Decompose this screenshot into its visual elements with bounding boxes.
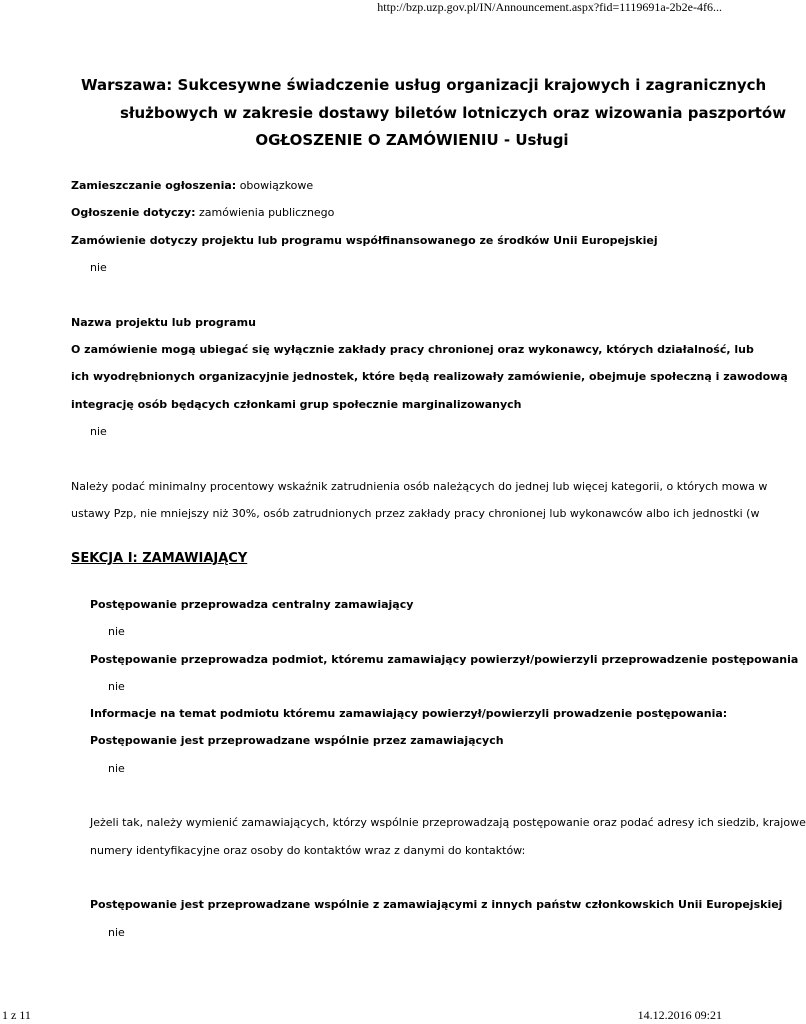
eu-project-answer: nie — [90, 261, 107, 274]
placement-value: obowiązkowe — [239, 179, 314, 192]
joint-note-line-2: numery identyfikacyjne oraz osoby do kontaktów wraz z danymi do kontaktów: — [90, 844, 526, 857]
title-line-1: Warszawa: Sukcesywne świadczenie usług organizacji krajowych i zagranicznych — [81, 76, 767, 94]
title-line-2: służbowych w zakresie dostawy biletów lotniczych oraz wizowania paszportów — [120, 104, 787, 122]
delegated-info: Informacje na temat podmiotu któremu zamawiający powierzył/powierzyli prowadzenie postępowania: — [90, 707, 728, 720]
eu-joint-question: Postępowanie jest przeprowadzane wspólnie z zamawiającymi z innych państw członkowskich Unii Europejskiej — [90, 898, 783, 911]
joint-note-line-1: Jeżeli tak, należy wymienić zamawiających, którzy wspólnie przeprowadzają postępowanie oraz podać adresy ich siedzib, krajowe — [90, 816, 806, 829]
eu-project-question: Zamówienie dotyczy projektu lub programu współfinansowanego ze środków Unii Europejskiej — [71, 234, 658, 247]
central-answer: nie — [108, 625, 125, 638]
sheltered-answer: nie — [90, 425, 107, 438]
placement-row — [71, 179, 680, 192]
joint-answer: nie — [108, 762, 125, 775]
concerns-label: Ogłoszenie dotyczy: — [71, 206, 196, 219]
eu-joint-answer: nie — [108, 926, 125, 939]
section-1-heading: SEKCJA I: ZAMAWIAJĄCY — [71, 551, 248, 566]
percentage-line-1: Należy podać minimalny procentowy wskaźnik zatrudnienia osób należących do jednej lub więcej kategorii, o których mowa w — [71, 480, 768, 493]
project-name-label: Nazwa projektu lub programu — [71, 316, 256, 329]
page-url: http://bzp.uzp.gov.pl/IN/Announcement.aspx?fid=1119691a-2b2e-4f6... — [377, 0, 722, 14]
concerns-value: zamówienia publicznego — [199, 206, 335, 219]
placement-label: Zamieszczanie ogłoszenia: — [71, 179, 237, 192]
concerns-row — [71, 206, 680, 219]
page-number: 1 z 11 — [2, 1008, 31, 1022]
delegated-answer: nie — [108, 680, 125, 693]
sheltered-line-2: ich wyodrębnionych organizacyjnie jednostek, które będą realizowały zamówienie, obejmuje społeczną i zawodową — [71, 370, 788, 383]
sheltered-line-1: O zamówienie mogą ubiegać się wyłącznie zakłady pracy chronionej oraz wykonawcy, których działalność, lub — [71, 343, 754, 356]
print-datetime: 14.12.2016 09:21 — [637, 1008, 722, 1022]
delegated-question: Postępowanie przeprowadza podmiot, któremu zamawiający powierzył/powierzyli przeprowadzenie postępowania — [90, 653, 799, 666]
title-notice-type: OGŁOSZENIE O ZAMÓWIENIU - Usługi — [255, 131, 569, 149]
central-question: Postępowanie przeprowadza centralny zamawiający — [90, 598, 414, 611]
percentage-line-2: ustawy Pzp, nie mniejszy niż 30%, osób zatrudnionych przez zakłady pracy chronionej lub wykonawców albo ich jednostki (w — [71, 507, 760, 520]
joint-question: Postępowanie jest przeprowadzane wspólnie przez zamawiających — [90, 734, 504, 747]
sheltered-line-3: integrację osób będących członkami grup społecznie marginalizowanych — [71, 398, 522, 411]
